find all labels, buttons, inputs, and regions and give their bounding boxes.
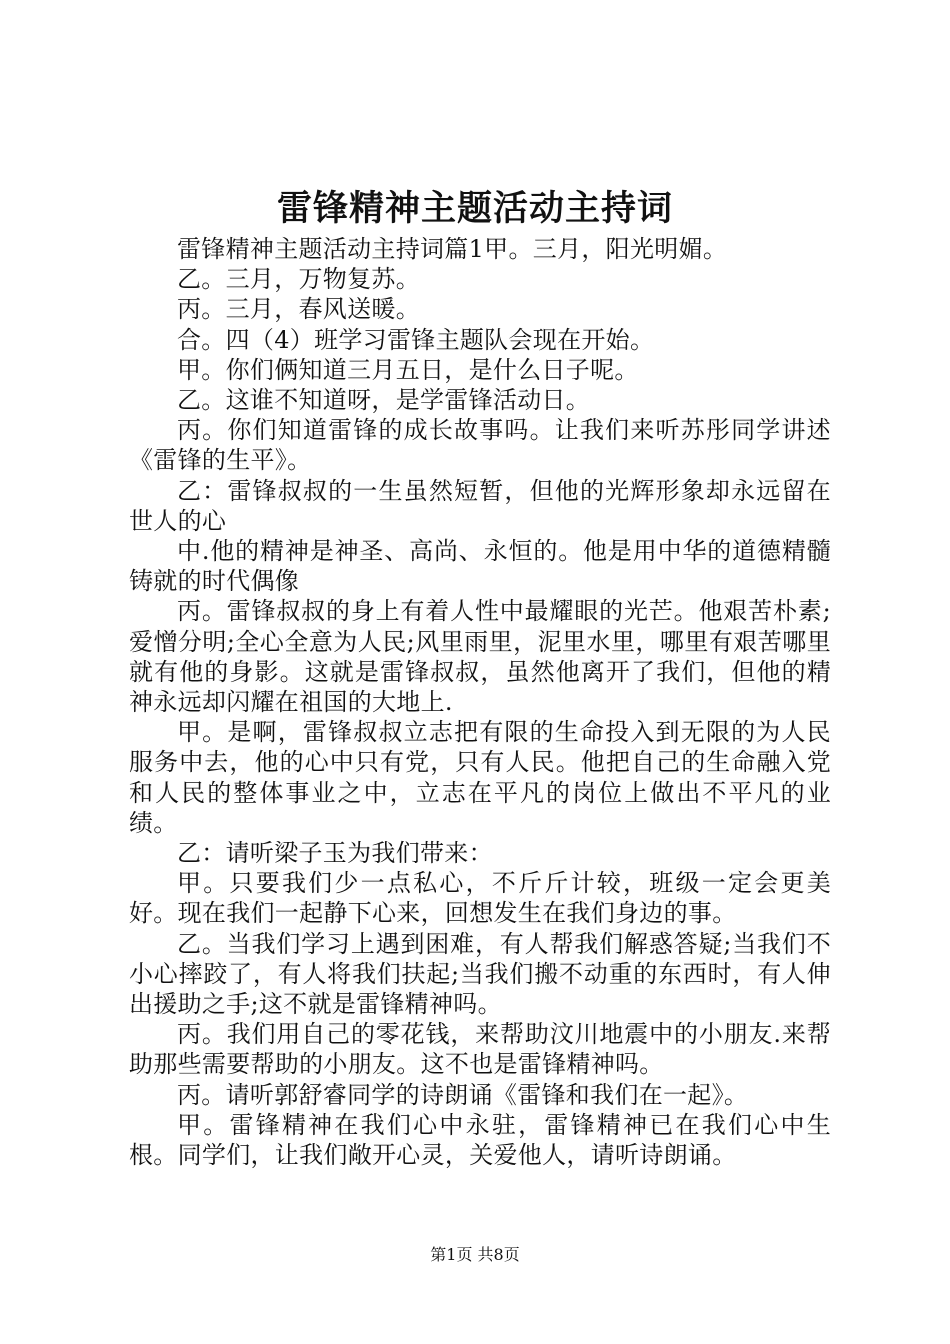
paragraph: 丙。你们知道雷锋的成长故事吗。让我们来听苏彤同学讲述《雷锋的生平》。 [129, 416, 831, 475]
document-body [129, 234, 831, 1170]
paragraph: 丙。我们用自己的零花钱，来帮助汶川地震中的小朋友.来帮助那些需要帮助的小朋友。这不也是雷锋精神吗。 [129, 1020, 831, 1079]
paragraph: 丙。三月，春风送暖。 [177, 295, 420, 324]
paragraph: 乙。这谁不知道呀，是学雷锋活动日。 [177, 386, 591, 415]
paragraph: 丙。请听郭舒睿同学的诗朗诵《雷锋和我们在一起》。 [177, 1080, 749, 1109]
paragraph: 甲。雷锋精神在我们心中永驻，雷锋精神已在我们心中生根。同学们，让我们敞开心灵，关爱他人，请听诗朗诵。 [129, 1110, 831, 1170]
paragraph: 雷锋精神主题活动主持词篇1甲。三月，阳光明媚。 [177, 235, 728, 263]
paragraph: 中.他的精神是神圣、高尚、永恒的。他是用中华的道德精髓铸就的时代偶像 [129, 537, 831, 596]
document-title: 雷锋精神主题活动主持词 [276, 188, 673, 229]
paragraph: 乙。当我们学习上遇到困难，有人帮我们解惑答疑;当我们不小心摔跤了，有人将我们扶起;当我们搬不动重的东西时，有人伸出援助之手;这不就是雷锋精神吗。 [129, 929, 831, 1019]
paragraph: 乙：雷锋叔叔的一生虽然短暂，但他的光辉形象却永远留在世人的心 [129, 476, 831, 535]
paragraph: 乙：请听梁子玉为我们带来： [177, 839, 493, 868]
paragraph: 合。四（4）班学习雷锋主题队会现在开始。 [177, 325, 655, 354]
paragraph: 甲。只要我们少一点私心，不斤斤计较，班级一定会更美好。现在我们一起静下心来，回想发生在我们身边的事。 [129, 869, 831, 928]
paragraph: 甲。你们俩知道三月五日，是什么日子呢。 [177, 355, 639, 384]
page-number-footer: 第1页 共8页 [430, 1245, 520, 1264]
paragraph: 丙。雷锋叔叔的身上有着人性中最耀眼的光芒。他艰苦朴素;爱憎分明;全心全意为人民;风里雨里，泥里水里，哪里有艰苦哪里就有他的身影。这就是雷锋叔叔，虽然他离开了我们，但他的精神永远却闪耀在祖国的大地上. [129, 597, 831, 717]
paragraph: 乙。三月，万物复苏。 [177, 265, 420, 294]
paragraph: 甲。是啊，雷锋叔叔立志把有限的生命投入到无限的为人民服务中去，他的心中只有党，只有人民。他把自己的生命融入党和人民的整体事业之中，立志在平凡的岗位上做出不平凡的业绩。 [129, 718, 831, 837]
